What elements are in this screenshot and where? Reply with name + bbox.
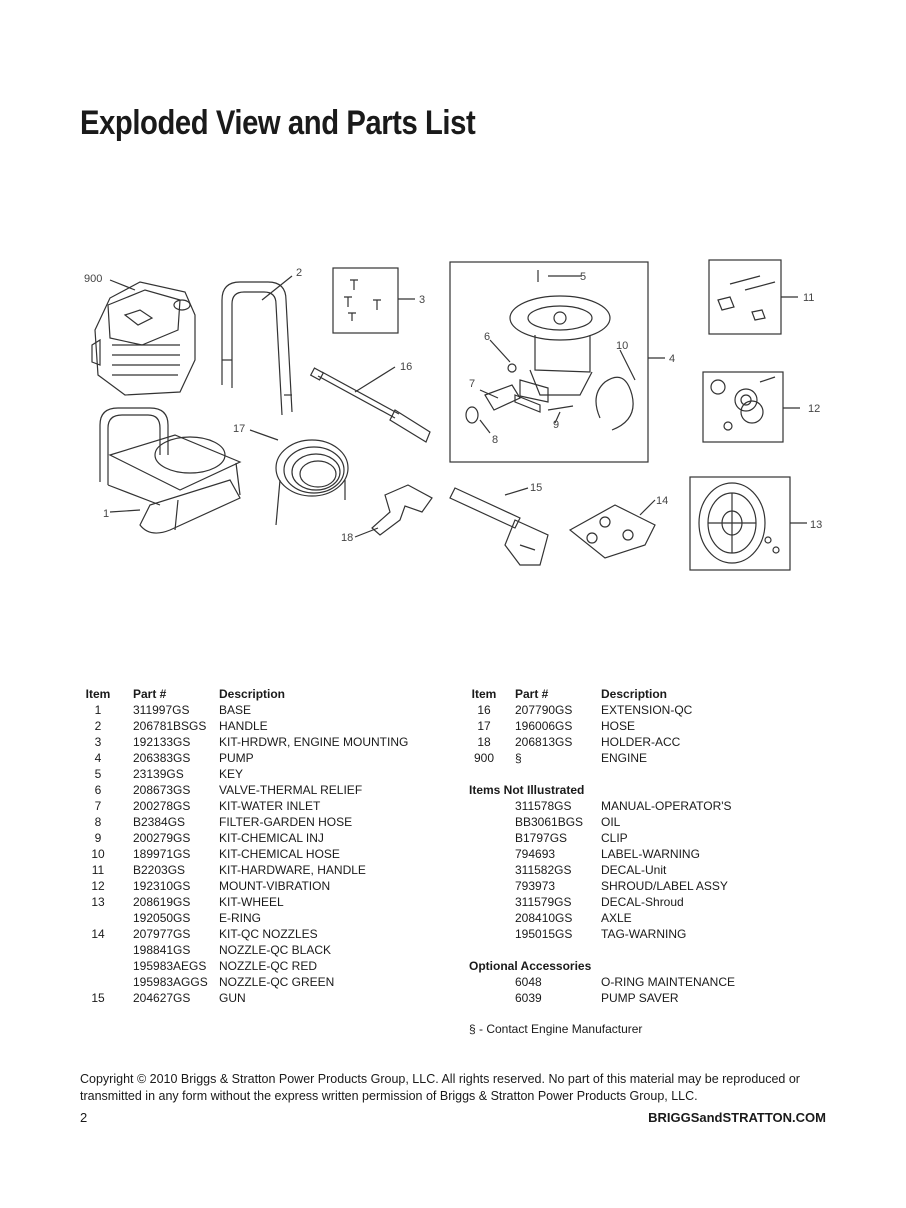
- item-number: 14: [91, 927, 105, 941]
- hardware-kit-box: [333, 268, 398, 333]
- website-url: BRIGGSandSTRATTON.COM: [648, 1110, 826, 1125]
- part-number: 6048: [515, 975, 542, 989]
- callout-15: 15: [530, 482, 543, 494]
- part-description: KIT-CHEMICAL INJ: [219, 831, 324, 845]
- part-description: AXLE: [601, 911, 632, 925]
- item-number: 1: [94, 703, 102, 717]
- item-number: 15: [91, 991, 105, 1005]
- table-row: [466, 798, 846, 814]
- part-number: B2203GS: [133, 863, 186, 877]
- pump-kit-box: [450, 262, 648, 462]
- table-row: [80, 974, 460, 990]
- table-row: [466, 702, 846, 718]
- part-number: B1797GS: [515, 831, 568, 845]
- parts-table-header: [466, 686, 846, 702]
- table-row: [80, 894, 460, 910]
- part-description: DECAL-Unit: [601, 863, 667, 877]
- part-description: HOLDER-ACC: [601, 735, 681, 749]
- table-row: [80, 958, 460, 974]
- table-row: [466, 718, 846, 734]
- part-number: 311578GS: [515, 799, 572, 813]
- header-item: Item: [85, 687, 111, 701]
- part-description: SHROUD/LABEL ASSY: [601, 879, 728, 893]
- pump-illustration: [510, 296, 610, 412]
- table-row: [80, 862, 460, 878]
- table-row: [80, 782, 460, 798]
- parts-table-header: [80, 686, 460, 702]
- part-description: NOZZLE-QC RED: [219, 959, 318, 973]
- handle-illustration: [222, 282, 292, 415]
- part-description: ENGINE: [601, 751, 648, 765]
- table-row: [80, 830, 460, 846]
- part-description: OIL: [601, 815, 621, 829]
- part-description: MANUAL-OPERATOR'S: [601, 799, 732, 813]
- part-number: 192310GS: [133, 879, 191, 893]
- part-description: HOSE: [601, 719, 636, 733]
- items-not-illustrated-heading: Items Not Illustrated: [469, 783, 585, 797]
- part-description: FILTER-GARDEN HOSE: [219, 815, 353, 829]
- callout-900: 900: [84, 273, 103, 285]
- table-row: [466, 926, 846, 942]
- part-number: BB3061BGS: [515, 815, 584, 829]
- callout-8: 8: [492, 434, 499, 446]
- part-number: 208619GS: [133, 895, 191, 909]
- item-number: 6: [94, 783, 102, 797]
- optional-accessories-heading: Optional Accessories: [469, 959, 592, 973]
- table-row: [80, 766, 460, 782]
- part-number: 189971GS: [133, 847, 191, 861]
- part-number: 206813GS: [515, 735, 573, 749]
- part-number: 793973: [515, 879, 556, 893]
- part-number: 311579GS: [515, 895, 572, 909]
- part-number: §: [515, 751, 522, 765]
- item-number: 17: [477, 719, 491, 733]
- table-row: [466, 990, 846, 1006]
- part-number: 207977GS: [133, 927, 191, 941]
- callout-9: 9: [553, 419, 560, 431]
- parts-list-left: [80, 686, 460, 1006]
- engine-manufacturer-note: § - Contact Engine Manufacturer: [469, 1022, 643, 1036]
- callout-14: 14: [656, 495, 669, 507]
- part-description: O-RING MAINTENANCE: [601, 975, 736, 989]
- part-number: 192050GS: [133, 911, 191, 925]
- part-number: 23139GS: [133, 767, 184, 781]
- table-row: [466, 878, 846, 894]
- table-row: [80, 942, 460, 958]
- callout-1: 1: [103, 508, 110, 520]
- item-number: 11: [91, 863, 105, 877]
- part-description: DECAL-Shroud: [601, 895, 684, 909]
- table-row: [80, 798, 460, 814]
- table-row: [466, 974, 846, 990]
- table-row: [466, 734, 846, 750]
- table-row: [80, 990, 460, 1006]
- table-row: [466, 910, 846, 926]
- part-number: B2384GS: [133, 815, 186, 829]
- table-row: [80, 926, 460, 942]
- part-number: 208673GS: [133, 783, 191, 797]
- part-description: NOZZLE-QC GREEN: [219, 975, 335, 989]
- table-row: [80, 702, 460, 718]
- part-number: 311997GS: [133, 703, 190, 717]
- part-number: 206383GS: [133, 751, 191, 765]
- part-description: KIT-HRDWR, ENGINE MOUNTING: [219, 735, 409, 749]
- header-part: Part #: [133, 687, 167, 701]
- table-row: [80, 718, 460, 734]
- table-row: [80, 846, 460, 862]
- part-number: 6039: [515, 991, 542, 1005]
- callout-3: 3: [419, 294, 426, 306]
- part-number: 207790GS: [515, 703, 573, 717]
- callout-13: 13: [810, 519, 823, 531]
- part-description: KIT-WHEEL: [219, 895, 284, 909]
- table-row: [80, 750, 460, 766]
- page-title: Exploded View and Parts List: [80, 104, 476, 142]
- wheel-illustration: [699, 483, 779, 563]
- thermal-relief-valve: [508, 364, 516, 372]
- part-description: E-RING: [219, 911, 261, 925]
- part-description: EXTENSION-QC: [601, 703, 693, 717]
- header-item: Item: [471, 687, 497, 701]
- item-number: 18: [477, 735, 491, 749]
- page-number: 2: [80, 1110, 88, 1125]
- table-row: [466, 814, 846, 830]
- callout-7: 7: [469, 378, 476, 390]
- part-number: 195015GS: [515, 927, 573, 941]
- chemical-hose: [596, 377, 633, 430]
- part-number: 198841GS: [133, 943, 191, 957]
- callout-2: 2: [296, 267, 303, 279]
- callout-18: 18: [341, 532, 354, 544]
- part-number: 208410GS: [515, 911, 573, 925]
- callout-16: 16: [400, 361, 413, 373]
- parts-list-right: [466, 686, 846, 1006]
- vibration-mount-box: [703, 372, 783, 442]
- part-description: LABEL-WARNING: [601, 847, 700, 861]
- table-row: [466, 894, 846, 910]
- part-description: VALVE-THERMAL RELIEF: [219, 783, 363, 797]
- part-description: NOZZLE-QC BLACK: [219, 943, 332, 957]
- item-number: 8: [94, 815, 102, 829]
- callout-6: 6: [484, 331, 491, 343]
- vibration-mounts: [711, 377, 775, 430]
- part-number: 206781BSGS: [133, 719, 207, 733]
- callout-11: 11: [803, 292, 815, 304]
- header-description: Description: [219, 687, 286, 701]
- item-number: 4: [94, 751, 102, 765]
- part-description: KIT-CHEMICAL HOSE: [219, 847, 340, 861]
- table-row: [80, 734, 460, 750]
- header-description: Description: [601, 687, 668, 701]
- table-row: [466, 830, 846, 846]
- table-row: [80, 910, 460, 926]
- callout-10: 10: [616, 340, 629, 352]
- accessory-holder-illustration: [372, 485, 432, 535]
- item-number: 7: [94, 799, 102, 813]
- item-number: 2: [94, 719, 102, 733]
- table-row: [466, 750, 846, 766]
- part-description: KIT-HARDWARE, HANDLE: [219, 863, 366, 877]
- callout-17: 17: [233, 423, 246, 435]
- part-number: 200278GS: [133, 799, 191, 813]
- part-description: CLIP: [601, 831, 628, 845]
- handle-hardware-box: [709, 260, 781, 334]
- item-number: 3: [94, 735, 102, 749]
- base-illustration: [100, 408, 240, 533]
- table-row: [466, 846, 846, 862]
- part-number: 204627GS: [133, 991, 191, 1005]
- item-number: 16: [477, 703, 491, 717]
- table-row: [80, 878, 460, 894]
- item-number: 10: [91, 847, 105, 861]
- chemical-injector: [548, 406, 573, 410]
- part-description: KIT-WATER INLET: [219, 799, 321, 813]
- engine-illustration: [92, 282, 195, 395]
- part-number: 195983AEGS: [133, 959, 207, 973]
- item-number: 900: [473, 751, 495, 765]
- part-number: 794693: [515, 847, 556, 861]
- garden-hose-filter: [466, 407, 478, 423]
- gun-illustration: [450, 488, 548, 565]
- item-number: 9: [94, 831, 102, 845]
- part-description: HANDLE: [219, 719, 268, 733]
- callout-4: 4: [669, 353, 676, 365]
- part-number: 200279GS: [133, 831, 191, 845]
- part-description: PUMP SAVER: [601, 991, 679, 1005]
- table-row: [466, 862, 846, 878]
- engine-mounting-hardware: [344, 280, 381, 321]
- item-number: 12: [91, 879, 105, 893]
- item-number: 13: [91, 895, 105, 909]
- exploded-view-diagram: [0, 250, 906, 580]
- part-description: KIT-QC NOZZLES: [219, 927, 318, 941]
- part-description: BASE: [219, 703, 252, 717]
- extension-illustration: [311, 368, 430, 442]
- table-row: [80, 814, 460, 830]
- item-number: 5: [94, 767, 102, 781]
- part-description: GUN: [219, 991, 246, 1005]
- hose-illustration: [276, 440, 348, 525]
- part-number: 192133GS: [133, 735, 191, 749]
- callout-12: 12: [808, 403, 821, 415]
- part-number: 311582GS: [515, 863, 572, 877]
- part-description: PUMP: [219, 751, 254, 765]
- part-number: 195983AGGS: [133, 975, 208, 989]
- part-description: KEY: [219, 767, 244, 781]
- callout-5: 5: [580, 271, 587, 283]
- handle-hardware: [718, 276, 775, 320]
- part-number: 196006GS: [515, 719, 573, 733]
- copyright-notice: Copyright © 2010 Briggs & Stratton Power Products Group, LLC. All rights reserved. No part of this material may be reproduced or transmitted in any form without the express written permission of Briggs & Stratton Power Products Group, LLC.: [80, 1072, 800, 1103]
- part-description: TAG-WARNING: [601, 927, 687, 941]
- header-part: Part #: [515, 687, 549, 701]
- part-description: MOUNT-VIBRATION: [219, 879, 331, 893]
